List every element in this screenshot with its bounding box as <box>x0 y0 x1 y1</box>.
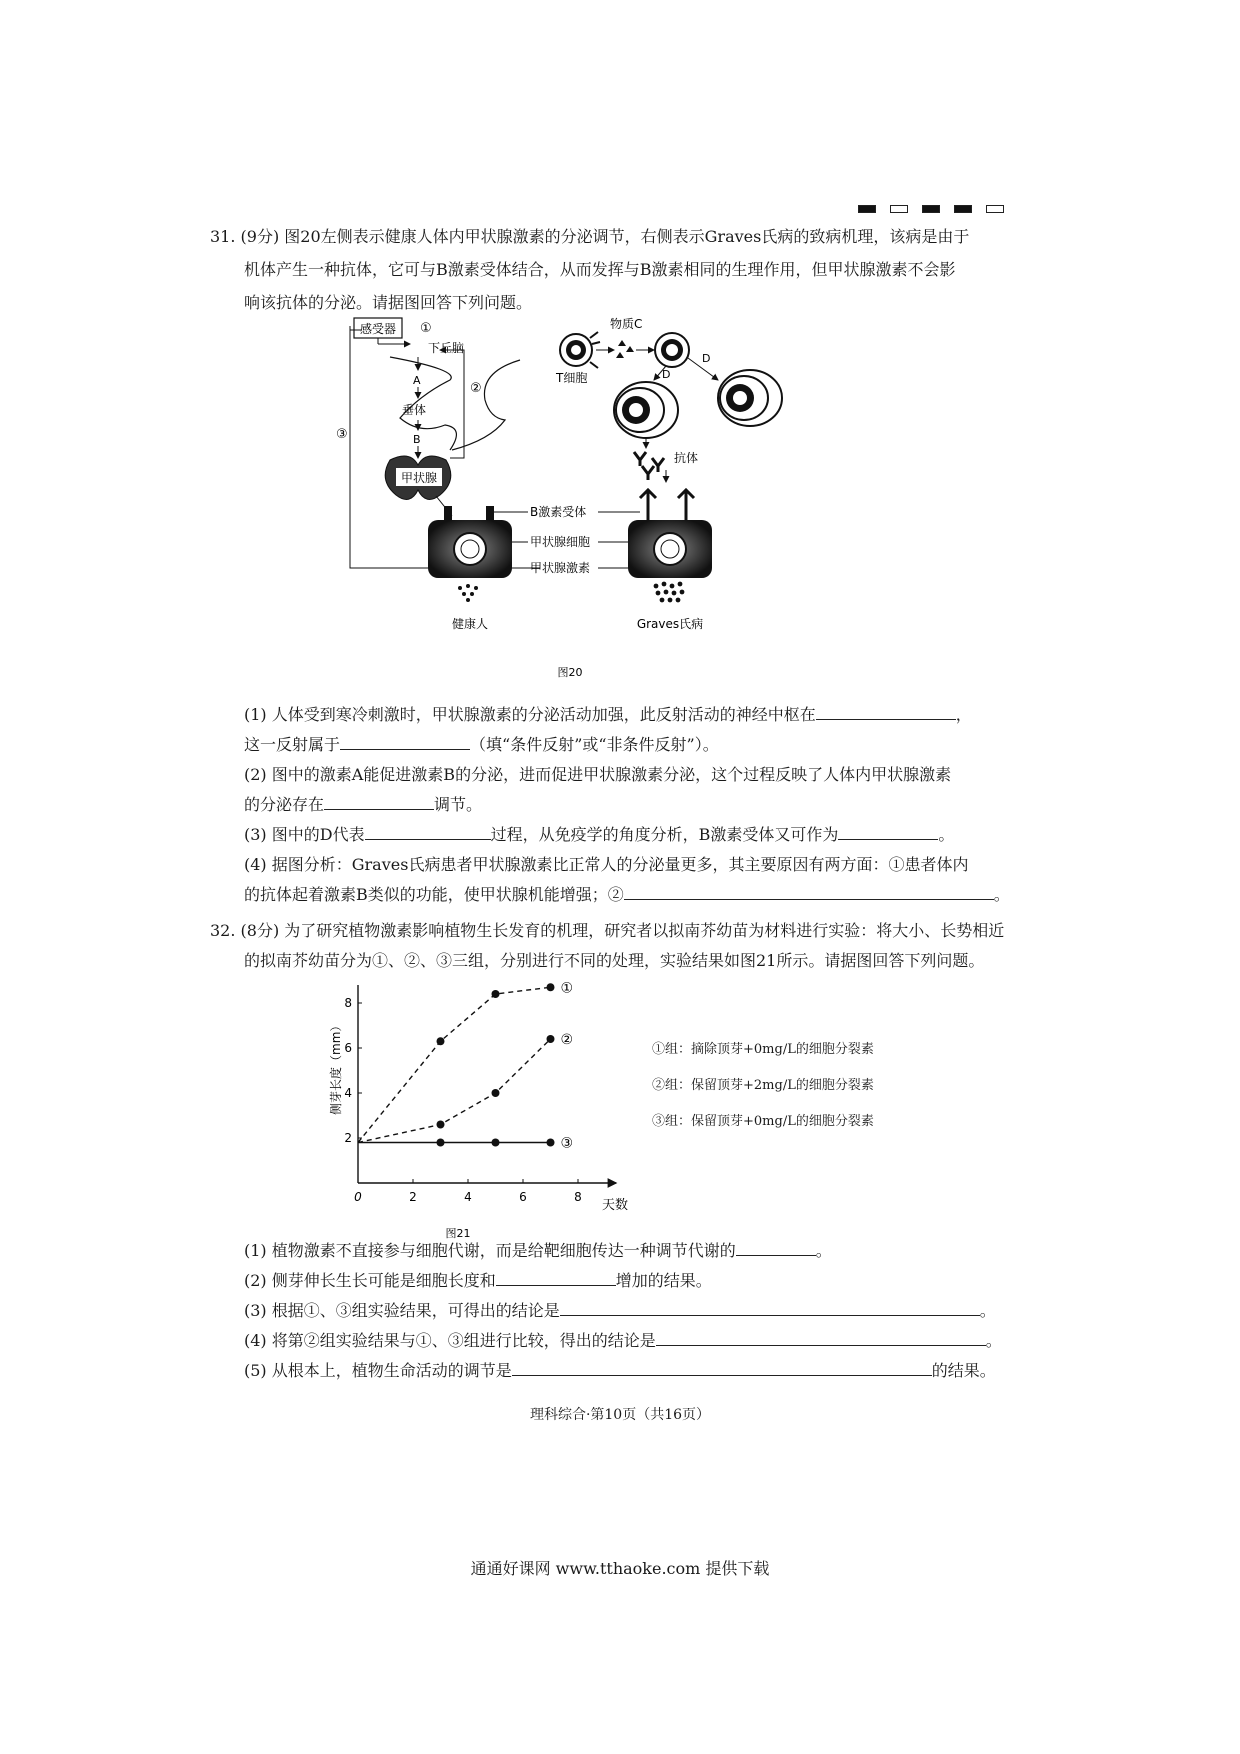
figure-20-caption: 图20 <box>557 666 583 679</box>
corner-marks <box>858 205 1004 213</box>
y-tick-label: 4 <box>344 1086 352 1100</box>
y-tick-label: 2 <box>344 1131 352 1145</box>
hypothalamus-label: 下丘脑 <box>428 341 465 355</box>
legend-item: ②组：保留顶芽+2mg/L的细胞分裂素 <box>652 1078 874 1093</box>
chart-legend <box>652 1032 874 1140</box>
q32-item-3 <box>244 1296 996 1326</box>
q32-item-1-end: 。 <box>815 1241 832 1260</box>
q32-item-3-end: 。 <box>979 1301 996 1320</box>
figure-21-caption: 图21 <box>445 1227 471 1240</box>
data-point <box>492 1139 500 1147</box>
q31-item-4 <box>244 850 968 880</box>
corner-mark <box>922 205 940 213</box>
q31-item-2-text: (2) 图中的激素A能促进激素B的分泌，进而促进甲状腺激素分泌，这个过程反映了人体内甲状腺激素 <box>244 765 952 784</box>
answer-blank[interactable] <box>512 1357 932 1376</box>
data-point <box>547 983 555 991</box>
answer-blank[interactable] <box>838 821 938 840</box>
q32-item-5-text: (5) 从根本上，植物生命活动的调节是 <box>244 1361 512 1380</box>
q32-item-1-text: (1) 植物激素不直接参与细胞代谢，而是给靶细胞传达一种调节代谢的 <box>244 1241 736 1260</box>
corner-mark <box>986 205 1004 213</box>
data-point <box>437 1121 445 1129</box>
thyroid-label: 甲状腺 <box>400 471 438 485</box>
answer-blank[interactable] <box>324 791 434 810</box>
x-tick-label: 4 <box>464 1190 472 1204</box>
process-d-label-1: D <box>662 368 671 381</box>
data-point <box>492 1089 500 1097</box>
answer-blank[interactable] <box>816 701 956 720</box>
q32-item-2-end: 增加的结果。 <box>615 1271 712 1290</box>
answer-blank[interactable] <box>736 1237 816 1256</box>
pituitary-label: 垂体 <box>402 403 427 417</box>
q32-line-1: 32. (8分) 为了研究植物激素影响植物生长发育的机理，研究者以拟南芥幼苗为材料进行实验：将大小、长势相近 <box>210 921 1005 940</box>
q31-item-4-text: (4) 据图分析：Graves氏病患者甲状腺激素比正常人的分泌量更多，其主要原因有两方面：①患者体内 <box>244 855 969 874</box>
data-point <box>547 1139 555 1147</box>
legend-item: ①组：摘除顶芽+0mg/L的细胞分裂素 <box>652 1042 874 1057</box>
answer-blank[interactable] <box>340 731 470 750</box>
x-tick-label: 8 <box>574 1190 582 1204</box>
corner-mark <box>890 205 908 213</box>
healthy-label: 健康人 <box>451 617 489 631</box>
answer-blank[interactable] <box>365 821 491 840</box>
q32-item-4 <box>244 1326 1002 1356</box>
graves-label: Graves氏病 <box>636 617 704 631</box>
answer-blank[interactable] <box>496 1267 616 1286</box>
legend-item: ③组：保留顶芽+0mg/L的细胞分裂素 <box>652 1114 874 1129</box>
label-1: ① <box>420 321 432 336</box>
q31-line-1: 31. (9分) 图20左侧表示健康人体内甲状腺激素的分泌调节，右侧表示Graves氏病的致病机理，该病是由于 <box>210 227 970 246</box>
data-point <box>437 1037 445 1045</box>
corner-mark <box>954 205 972 213</box>
page-number: 理科综合·第10页（共16页） <box>529 1407 711 1423</box>
q32-item-2 <box>244 1266 712 1296</box>
label-2: ② <box>470 381 482 396</box>
process-d-label-2: D <box>702 352 711 365</box>
data-point <box>547 1035 555 1043</box>
q31-item-1b-text: 这一反射属于 <box>244 735 341 754</box>
q32-item-4-text: (4) 将第②组实验结果与①、③组进行比较，得出的结论是 <box>244 1331 656 1350</box>
answer-blank[interactable] <box>624 881 994 900</box>
figure-21-chart <box>320 975 630 1245</box>
q31-item-2b-text: 的分泌存在 <box>244 795 325 814</box>
x-tick-label: 2 <box>409 1190 417 1204</box>
series-line <box>358 1039 551 1143</box>
q31-item-1-end: ， <box>955 705 972 724</box>
y-tick-label: 6 <box>344 1041 352 1055</box>
q32-line-2: 的拟南芥幼苗分为①、②、③三组，分别进行不同的处理，实验结果如图21所示。请据图回答下列问题。 <box>244 951 985 970</box>
series-label: ② <box>560 1032 574 1048</box>
hormone-a-label: A <box>413 374 421 387</box>
q32-item-4-end: 。 <box>985 1331 1002 1350</box>
x-tick-label: 0 <box>354 1190 362 1204</box>
thyroid-hormone-label: 甲状腺激素 <box>530 561 591 575</box>
q32-item-2-text: (2) 侧芽伸长生长可能是细胞长度和 <box>244 1271 496 1290</box>
label-3: ③ <box>336 427 348 442</box>
q31-item-1 <box>244 700 972 730</box>
corner-mark <box>858 205 876 213</box>
b-receptor-label: B激素受体 <box>530 505 587 519</box>
q31-item-4b <box>244 880 1010 910</box>
q32-item-3-text: (3) 根据①、③组实验结果，可得出的结论是 <box>244 1301 560 1320</box>
y-axis-label: 侧芽长度（mm） <box>329 1019 343 1115</box>
q31-item-3 <box>244 820 954 850</box>
substance-c-label: 物质C <box>610 317 643 331</box>
q31-item-2b-end: 调节。 <box>434 795 483 814</box>
q31-line-2: 机体产生一种抗体，它可与B激素受体结合，从而发挥与B激素相同的生理作用，但甲状腺激素不会影 <box>244 260 956 279</box>
q31-item-2 <box>244 760 951 790</box>
q32-item-1 <box>244 1236 832 1266</box>
q31-line-3: 响该抗体的分泌。请据图回答下列问题。 <box>244 293 533 312</box>
thyroid-cell-label: 甲状腺细胞 <box>530 535 591 549</box>
q31-item-4b-end: 。 <box>993 885 1010 904</box>
q31-item-4b-text: 的抗体起着激素B类似的功能，使甲状腺机能增强；② <box>244 885 624 904</box>
x-tick-label: 6 <box>519 1190 527 1204</box>
t-cell-label: T细胞 <box>556 371 588 385</box>
antibody-label: 抗体 <box>674 451 699 465</box>
data-point <box>492 990 500 998</box>
figure-20-diagram <box>336 310 900 680</box>
q32-item-5 <box>244 1356 996 1386</box>
q31-item-3-mid: 过程，从免疫学的角度分析，B激素受体又可作为 <box>490 825 839 844</box>
q32-item-5-end: 的结果。 <box>931 1361 996 1380</box>
hormone-b-label: B <box>413 433 421 446</box>
q31-item-3-end: 。 <box>938 825 955 844</box>
series-line <box>358 987 551 1142</box>
x-axis-label: 天数 <box>602 1198 629 1213</box>
q31-item-1-text: (1) 人体受到寒冷刺激时，甲状腺激素的分泌活动加强，此反射活动的神经中枢在 <box>244 705 816 724</box>
answer-blank[interactable] <box>656 1327 986 1346</box>
q31-item-1b <box>244 730 719 760</box>
y-tick-label: 8 <box>344 996 352 1010</box>
q31-item-3-text: (3) 图中的D代表 <box>244 825 365 844</box>
receptor-label: 感受器 <box>359 322 397 336</box>
series-label: ③ <box>560 1135 574 1152</box>
answer-blank[interactable] <box>560 1297 980 1316</box>
download-credit: 通通好课网 www.tthaoke.com 提供下载 <box>470 1559 770 1578</box>
q31-item-2b <box>244 790 482 820</box>
series-label: ① <box>560 980 574 997</box>
data-point <box>437 1139 445 1147</box>
q31-item-1b-end: （填“条件反射”或“非条件反射”）。 <box>470 735 719 754</box>
